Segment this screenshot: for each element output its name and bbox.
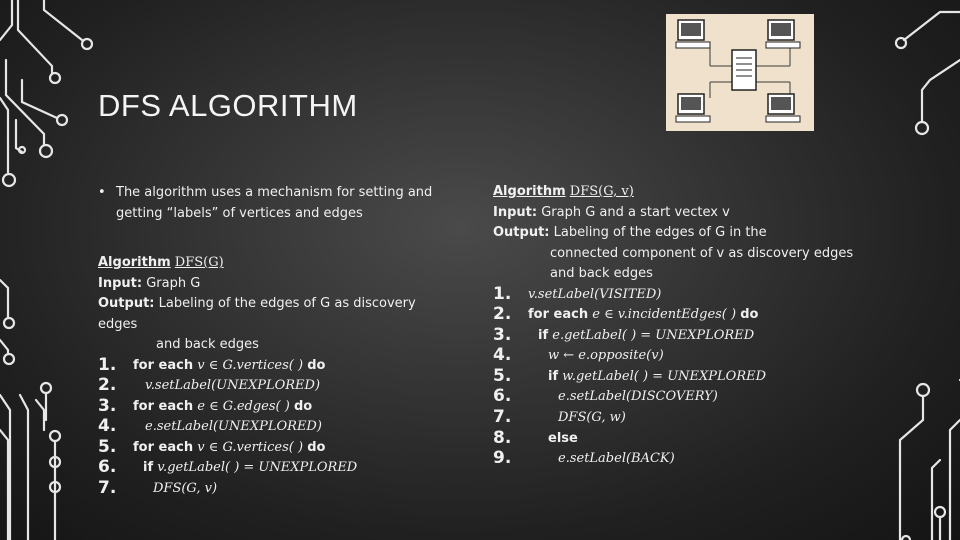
algorithm-keyword: Algorithm [98,255,171,270]
step-number: 5. [493,365,512,386]
algorithm-signature: DFS(G) [174,255,224,270]
step-number: 3. [493,324,512,345]
step-keyword: do [740,307,759,323]
output-label: Output: [98,296,155,311]
bullet-point [98,182,448,224]
algorithm-step [493,305,893,326]
algorithm-input [493,203,893,224]
algorithm-step [493,367,893,388]
step-expression: e.setLabel(DISCOVERY) [558,389,718,405]
algorithm-step [493,429,893,450]
step-number: 3. [98,395,117,416]
output-text: Labeling of the edges of G as discovery edges [98,296,416,332]
step-number: 2. [493,304,512,325]
computer-icon [676,94,710,122]
slide-title: DFS ALGORITHM [98,88,358,123]
step-expression: v ∈ G.vertices( ) [193,439,308,455]
step-code [153,479,217,500]
algorithm-step [98,356,458,377]
algorithm-header [493,182,893,203]
output-continuation: and back edges [550,266,653,281]
step-number: 1. [493,283,512,304]
algorithm-step [98,479,458,500]
step-keyword: do [293,398,313,414]
output-label: Output: [493,225,550,240]
step-expression: v.setLabel(UNEXPLORED) [145,378,321,394]
step-code [548,367,766,388]
step-code [143,458,357,479]
step-keyword: for each [133,439,194,455]
algorithm-step [493,346,893,367]
step-expression: v.setLabel(VISITED) [528,286,662,302]
step-code [145,376,320,397]
step-code [133,397,312,418]
step-expression: w ← e.opposite(v) [548,348,664,364]
algorithm-step [493,285,893,306]
input-text: Graph G and a start vectex v [541,204,730,220]
step-expression: e.getLabel( ) = UNEXPLORED [548,327,755,343]
output-continuation: and back edges [156,337,259,352]
step-expression: e ∈ v.incidentEdges( ) [588,307,741,323]
step-code [558,449,675,470]
step-number: 8. [493,427,512,448]
step-keyword: for each [133,398,194,414]
step-expression: e.setLabel(UNEXPLORED) [145,419,322,435]
step-code [133,438,325,459]
algorithm-step [98,438,458,459]
algorithm-steps [98,356,458,500]
dfs-visit-algorithm-block [493,182,893,470]
algorithm-step [98,458,458,479]
step-expression: DFS(G, v) [153,481,218,497]
computer-icon [766,20,800,48]
step-number: 9. [493,448,512,469]
algorithm-output [493,223,893,244]
step-code [528,285,661,306]
algorithm-steps [493,285,893,470]
step-keyword: if [548,368,559,384]
step-number: 4. [493,345,512,366]
bullet-icon: • [98,185,106,200]
step-code [145,417,322,438]
step-number: 7. [98,478,117,499]
algorithm-step [98,376,458,397]
step-number: 1. [98,354,117,375]
algorithm-input [98,274,458,295]
step-code [558,387,718,408]
algorithm-step [98,397,458,418]
step-expression: e.setLabel(BACK) [558,451,675,467]
step-code [558,408,626,429]
output-text: Labeling of the edges of G in the [553,225,767,240]
step-number: 2. [98,375,117,396]
algorithm-step [493,326,893,347]
step-keyword: for each [133,357,194,373]
input-label: Input: [98,275,143,291]
algorithm-output [98,294,458,335]
step-keyword: do [307,439,326,455]
step-expression: w.getLabel( ) = UNEXPLORED [558,368,767,384]
step-keyword: if [538,327,549,343]
computer-icon [676,20,710,48]
algorithm-step [493,449,893,470]
step-keyword: if [143,460,154,476]
step-number: 5. [98,436,117,457]
step-code [528,305,758,326]
algorithm-step [493,408,893,429]
algorithm-step [98,417,458,438]
step-number: 4. [98,416,117,437]
algorithm-keyword: Algorithm [493,184,566,199]
step-expression: v ∈ G.vertices( ) [193,357,308,373]
input-text: Graph G [146,275,201,291]
step-keyword: else [548,430,578,446]
step-keyword: do [307,357,326,373]
step-code [548,429,578,450]
step-code [133,356,325,377]
step-expression: DFS(G, w) [558,410,626,426]
algorithm-signature: DFS(G, v) [569,184,634,199]
step-number: 6. [493,386,512,407]
algorithm-step [493,387,893,408]
step-expression: e ∈ G.edges( ) [193,398,294,414]
step-keyword: for each [528,307,589,323]
output-continuation: connected component of v as discovery edges [550,245,854,261]
bullet-text: The algorithm uses a mechanism for setting and getting “labels” of vertices and edges [116,185,433,221]
step-code [538,326,754,347]
server-icon [732,50,756,90]
step-number: 7. [493,407,512,428]
network-diagram-image [666,14,814,131]
input-label: Input: [493,204,538,220]
step-expression: v.getLabel( ) = UNEXPLORED [153,460,358,476]
algorithm-header [98,253,458,274]
computer-icon [766,94,800,122]
step-code [548,346,664,367]
dfs-algorithm-block [98,253,458,500]
step-number: 6. [98,457,117,478]
